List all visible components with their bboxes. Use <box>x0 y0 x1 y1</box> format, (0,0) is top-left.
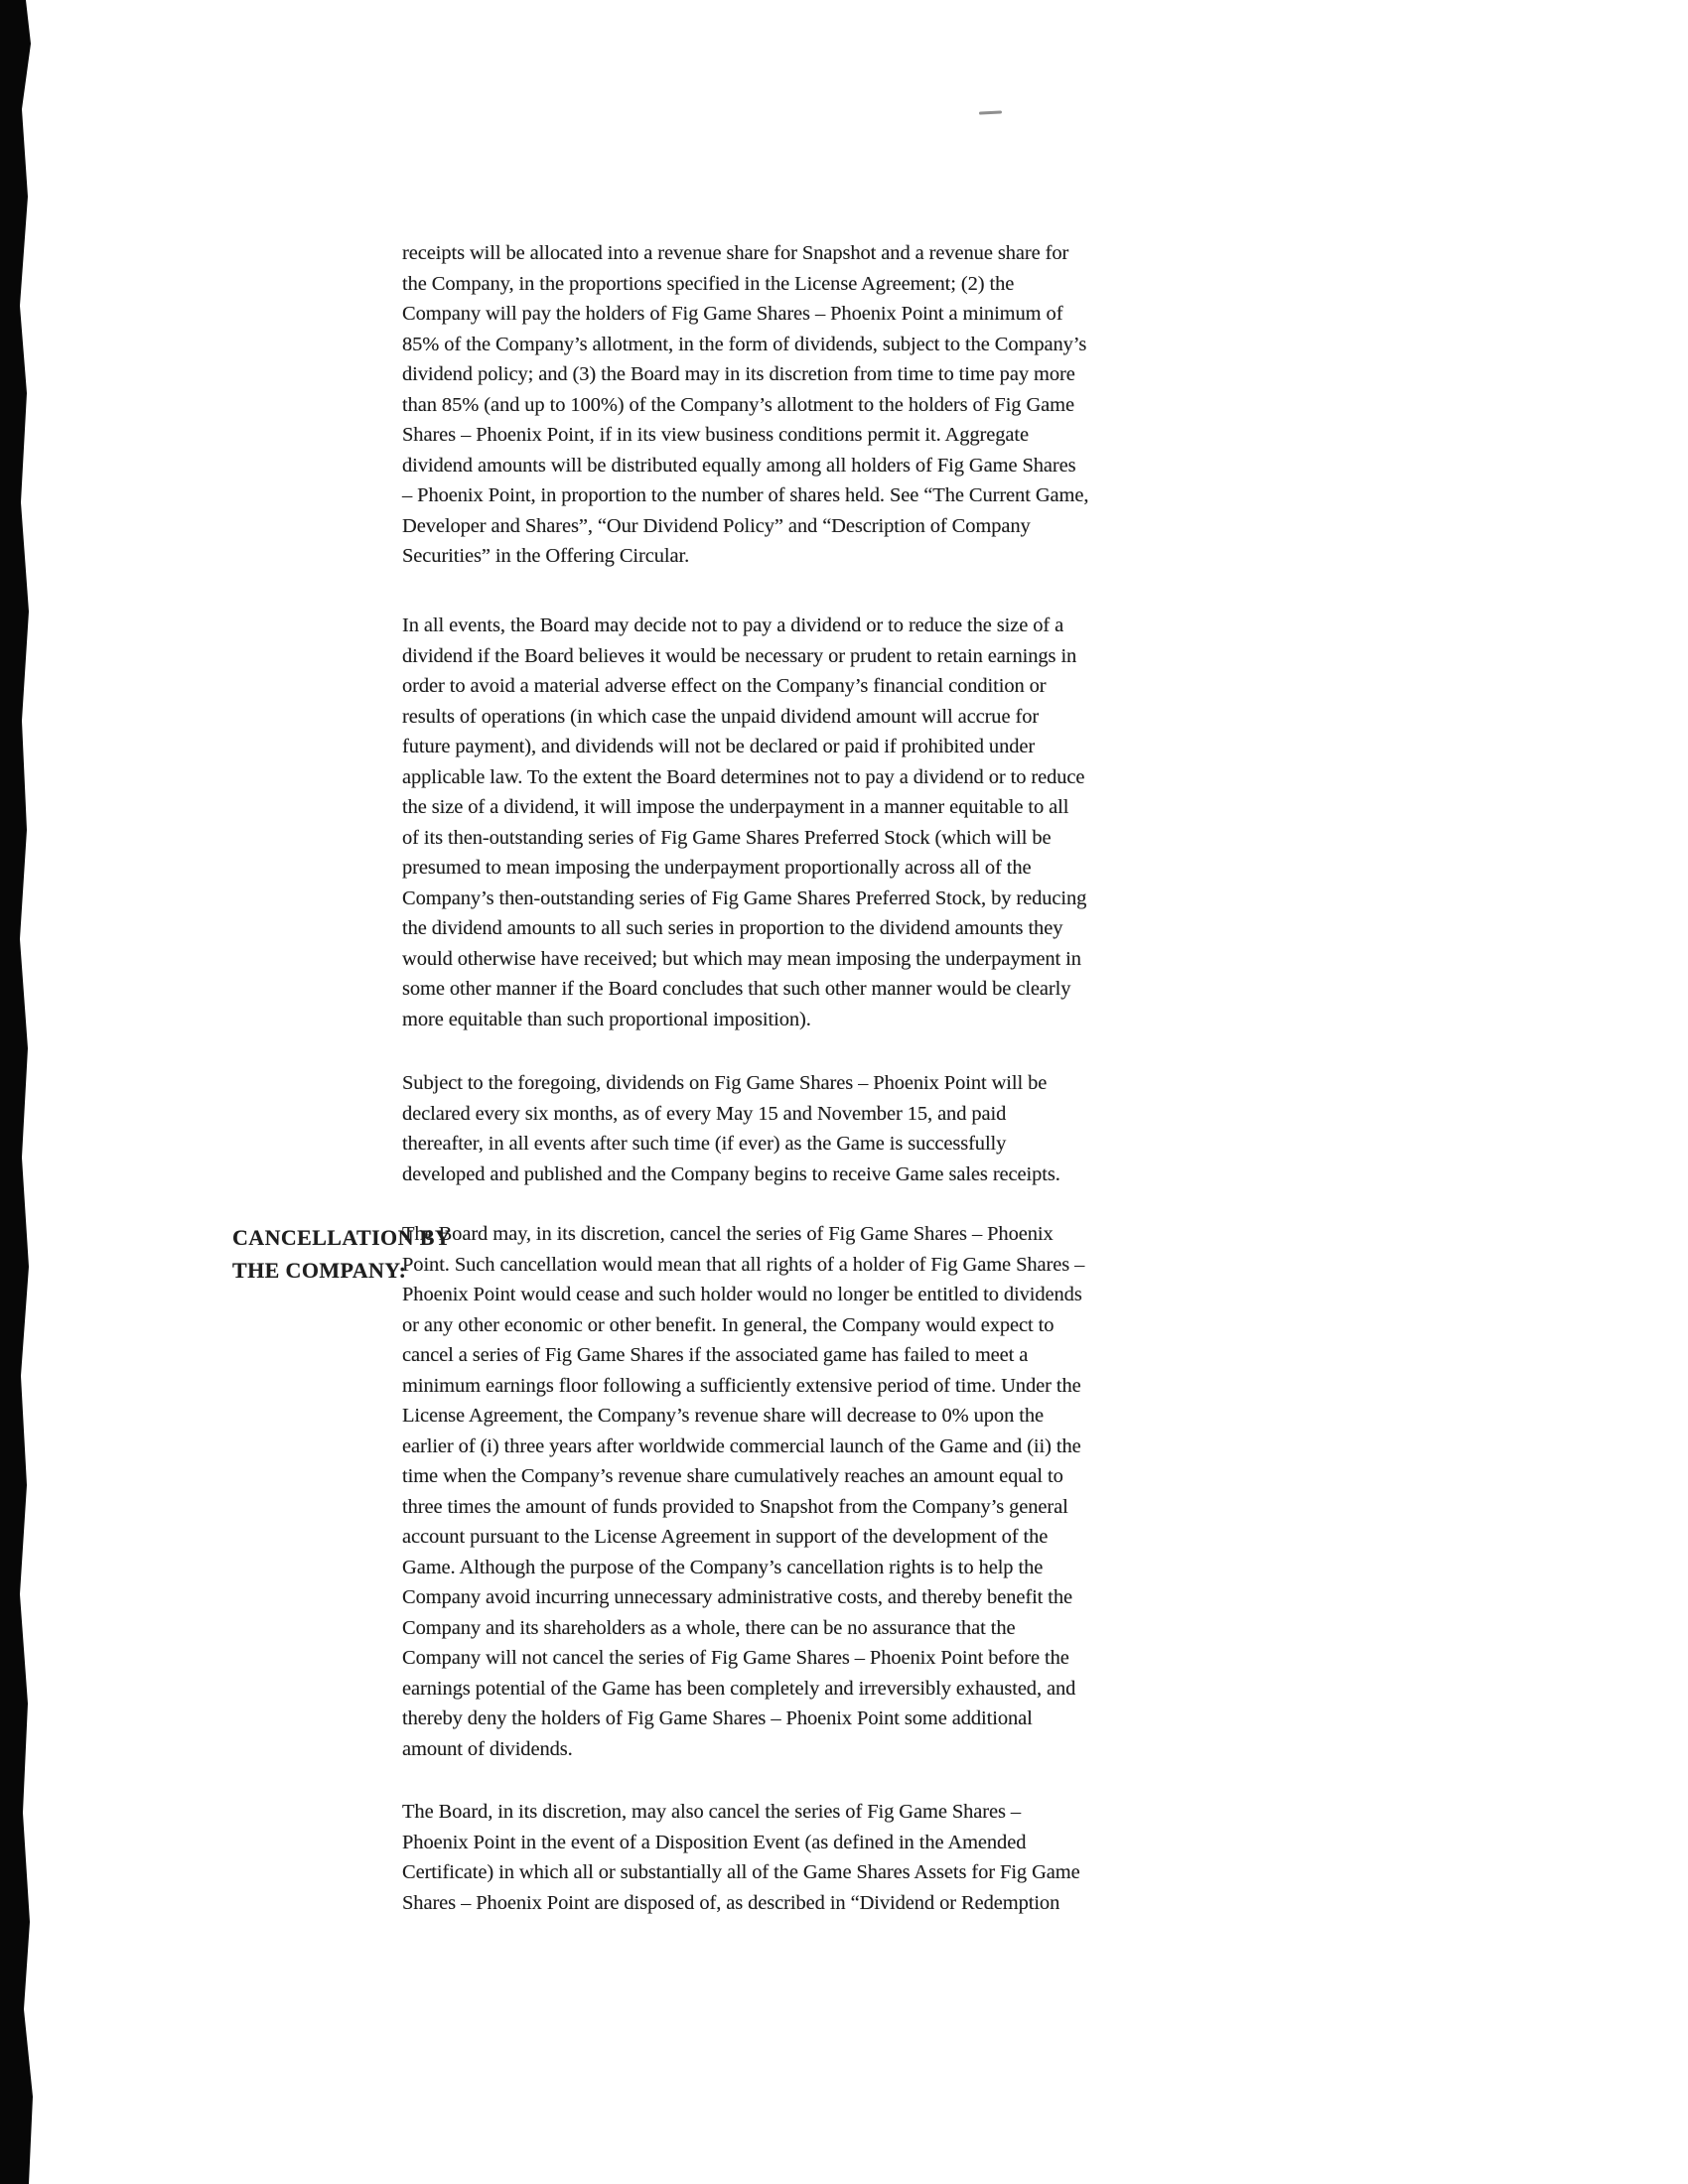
text-line: Company will pay the holders of Fig Game Shares – Phoenix Point a minimum of <box>402 303 1063 325</box>
text-line: order to avoid a material adverse effect on the Company’s financial condition or <box>402 675 1047 697</box>
text-line: License Agreement, the Company’s revenue share will decrease to 0% upon the <box>402 1405 1044 1427</box>
text-line: applicable law. To the extent the Board determines not to pay a dividend or to reduce <box>402 765 1085 788</box>
text-line: dividend if the Board believes it would be necessary or prudent to retain earnings in <box>402 644 1077 667</box>
text-line: some other manner if the Board concludes that such other manner would be clearly <box>402 978 1071 1000</box>
text-line: dividend amounts will be distributed equally among all holders of Fig Game Shares <box>402 454 1076 477</box>
text-line: Company and its shareholders as a whole, there can be no assurance that the <box>402 1616 1016 1639</box>
text-line: thereafter, in all events after such time (if ever) as the Game is successfully <box>402 1133 1007 1155</box>
text-line: the Company, in the proportions specified in the License Agreement; (2) the <box>402 272 1015 295</box>
text-line: Phoenix Point would cease and such holder would no longer be entitled to dividends <box>402 1284 1082 1305</box>
text-line: earlier of (i) three years after worldwide commercial launch of the Game and (ii) the <box>402 1434 1081 1457</box>
text-line: In all events, the Board may decide not to pay a dividend or to reduce the size of a <box>402 614 1064 636</box>
text-line: the dividend amounts to all such series in proportion to the dividend amounts they <box>402 917 1063 939</box>
text-line: amount of dividends. <box>402 1737 573 1760</box>
text-line: Shares – Phoenix Point, if in its view business conditions permit it. Aggregate <box>402 424 1029 446</box>
text-line: Company will not cancel the series of Fig Game Shares – Phoenix Point before the <box>402 1647 1069 1669</box>
paragraph-board-dividend-discretion <box>402 611 1086 1034</box>
text-line: Developer and Shares”, “Our Dividend Policy” and “Description of Company <box>402 514 1031 537</box>
text-line: results of operations (in which case the unpaid dividend amount will accrue for <box>402 705 1040 728</box>
paragraph-dividend-declaration-schedule <box>402 1068 1060 1189</box>
text-line: THE COMPANY: <box>232 1258 407 1283</box>
text-line: than 85% (and up to 100%) of the Company’s allotment to the holders of Fig Game <box>402 393 1075 416</box>
paragraph-revenue-share-allocation <box>402 238 1088 572</box>
text-line: Phoenix Point in the event of a Disposition Event (as defined in the Amended <box>402 1831 1027 1853</box>
text-line: dividend policy; and (3) the Board may in its discretion from time to time pay more <box>402 363 1075 385</box>
text-line: Subject to the foregoing, dividends on Fig Game Shares – Phoenix Point will be <box>402 1072 1048 1094</box>
text-line: minimum earnings floor following a sufficiently extensive period of time. Under the <box>402 1374 1081 1397</box>
text-line: cancel a series of Fig Game Shares if the associated game has failed to meet a <box>402 1344 1029 1366</box>
text-line: Point. Such cancellation would mean that all rights of a holder of Fig Game Shares – <box>402 1253 1085 1276</box>
text-line: CANCELLATION BY <box>232 1225 452 1250</box>
text-line: presumed to mean imposing the underpayment proportionally across all of the <box>402 857 1032 879</box>
scratch-mark-artifact <box>979 110 1002 114</box>
text-line: future payment), and dividends will not be declared or paid if prohibited under <box>402 736 1036 757</box>
text-line: The Board, in its discretion, may also cancel the series of Fig Game Shares – <box>402 1801 1022 1823</box>
text-line: more equitable than such proportional imposition). <box>402 1008 811 1030</box>
paragraph-cancellation-by-the-company <box>402 1219 1084 1764</box>
text-line: declared every six months, as of every May 15 and November 15, and paid <box>402 1102 1007 1125</box>
text-line: of its then-outstanding series of Fig Game Shares Preferred Stock (which will be <box>402 826 1052 849</box>
text-line: thereby deny the holders of Fig Game Shares – Phoenix Point some additional <box>402 1707 1033 1729</box>
text-line: account pursuant to the License Agreement in support of the development of the <box>402 1526 1049 1548</box>
text-line: Securities” in the Offering Circular. <box>402 545 690 567</box>
text-line: – Phoenix Point, in proportion to the number of shares held. See “The Current Game, <box>402 484 1089 506</box>
text-line: Game. Although the purpose of the Company’s cancellation rights is to help the <box>402 1556 1044 1578</box>
text-line: would otherwise have received; but which may mean imposing the underpayment in <box>402 947 1081 970</box>
text-line: developed and published and the Company begins to receive Game sales receipts. <box>402 1162 1060 1185</box>
text-line: or any other economic or other benefit. In general, the Company would expect to <box>402 1313 1055 1336</box>
text-line: Shares – Phoenix Point are disposed of, as described in “Dividend or Redemption <box>402 1891 1060 1914</box>
text-line: the size of a dividend, it will impose the underpayment in a manner equitable to all <box>402 796 1069 818</box>
text-line: earnings potential of the Game has been completely and irreversibly exhausted, and <box>402 1677 1076 1700</box>
text-line: receipts will be allocated into a revenue share for Snapshot and a revenue share for <box>402 242 1069 264</box>
text-line: Company avoid incurring unnecessary administrative costs, and thereby benefit the <box>402 1586 1073 1608</box>
paragraph-disposition-event-cancellation <box>402 1797 1080 1918</box>
text-line: three times the amount of funds provided to Snapshot from the Company’s general <box>402 1495 1068 1518</box>
text-line: Certificate) in which all or substantially all of the Game Shares Assets for Fig Game <box>402 1861 1080 1883</box>
text-line: 85% of the Company’s allotment, in the form of dividends, subject to the Company’s <box>402 333 1087 355</box>
text-line: time when the Company’s revenue share cumulatively reaches an amount equal to <box>402 1465 1063 1487</box>
text-line: The Board may, in its discretion, cancel the series of Fig Game Shares – Phoenix <box>402 1223 1054 1245</box>
text-line: Company’s then-outstanding series of Fig Game Shares Preferred Stock, by reducing <box>402 887 1087 909</box>
scan-edge-artifact <box>0 0 38 2184</box>
